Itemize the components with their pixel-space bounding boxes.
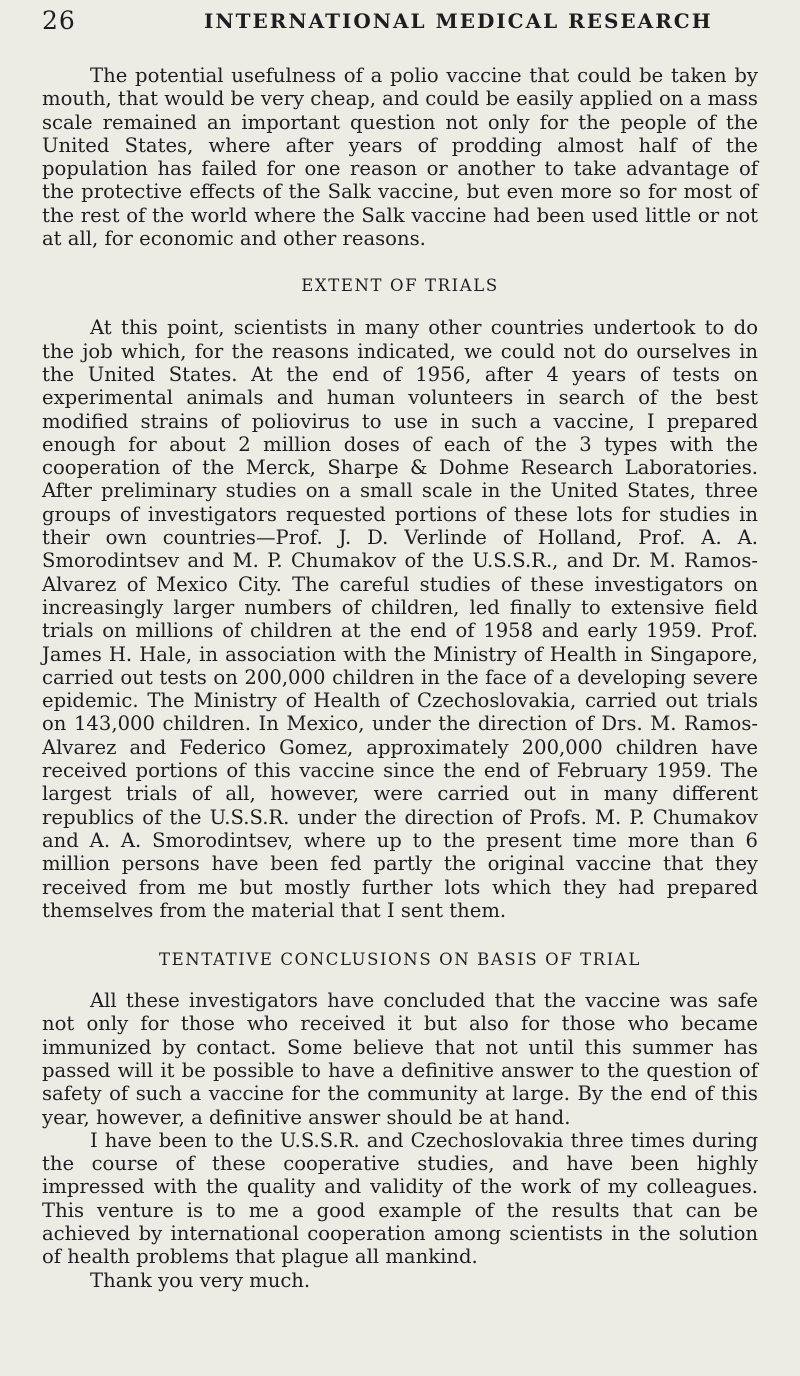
page-number: 26 bbox=[42, 6, 76, 35]
paragraph-closing: Thank you very much. bbox=[90, 1268, 311, 1292]
section-heading-extent: EXTENT OF TRIALS bbox=[301, 276, 499, 296]
page-header bbox=[42, 4, 762, 38]
paragraph-conclusions-2: I have been to the U.S.S.R. and Czechoslovakia three times during the course of these cooperative studies, and have been highly impressed with the quality and validity of the work of my colleagues. This venture is to me a good example of the results that can be achieved by international cooperation among scientists in the solution of health problems that plague all mankind. bbox=[42, 1128, 758, 1269]
running-head: INTERNATIONAL MEDICAL RESEARCH bbox=[204, 9, 713, 33]
paragraph-extent: At this point, scientists in many other countries undertook to do the job which, for the reasons indicated, we could not do ourselves in the United States. At the end of 1956, after 4 years of tests on experimental animals and human volunteers in search of the best modified strains of poliovirus to use in such a vaccine, I prepared enough for about 2 million doses of each of the 3 types with the cooperation of the Merck, Sharpe & Dohme Research Laboratories. After preliminary studies on a small scale in the United States, three groups of investigators requested portions of these lots for studies in their own countries—Prof. J. D. Verlinde of Holland, Prof. A. A. Smorodintsev and M. P. Chumakov of the U.S.S.R., and Dr. M. Ramos-Alvarez of Mexico City. The careful studies of these investigators on increasingly larger numbers of children, led finally to extensive field trials on millions of children at the end of 1958 and early 1959. Prof. James H. Hale, in association with the Ministry of Health in Singapore, carried out tests on 200,000 children in the face of a developing severe epidemic. The Ministry of Health of Czechoslovakia, carried out trials on 143,000 children. In Mexico, under the direction of Drs. M. Ramos-Alvarez and Federico Gomez, approximately 200,000 children have received portions of this vaccine since the end of February 1959. The largest trials of all, however, were carried out in many different republics of the U.S.S.R. under the direction of Profs. M. P. Chumakov and A. A. Smorodintsev, where up to the present time more than 6 million persons have been fed partly the original vaccine that they received from me but mostly further lots which they had prepared themselves from the material that I sent them. bbox=[42, 316, 758, 922]
paragraph-conclusions-1: All these investigators have concluded that the vaccine was safe not only for those who received it but also for those who became immunized by contact. Some believe that not until this summer has passed will it be possible to have a definitive answer to the question of safety of such a vaccine for the community at large. By the end of this year, however, a definitive answer should be at hand. bbox=[42, 989, 758, 1129]
section-heading-tentative: TENTATIVE CONCLUSIONS ON BASIS OF TRIAL bbox=[159, 950, 641, 970]
article-body bbox=[42, 64, 758, 1292]
paragraph-intro: The potential usefulness of a polio vaccine that could be taken by mouth, that would be very cheap, and could be easily applied on a mass scale remained an important question not only for the people of the United States, where after years of prodding almost half of the population has failed for one reason or another to take advantage of the protective effects of the Salk vaccine, but even more so for most of the rest of the world where the Salk vaccine had been used little or not at all, for economic and other reasons. bbox=[42, 64, 758, 251]
